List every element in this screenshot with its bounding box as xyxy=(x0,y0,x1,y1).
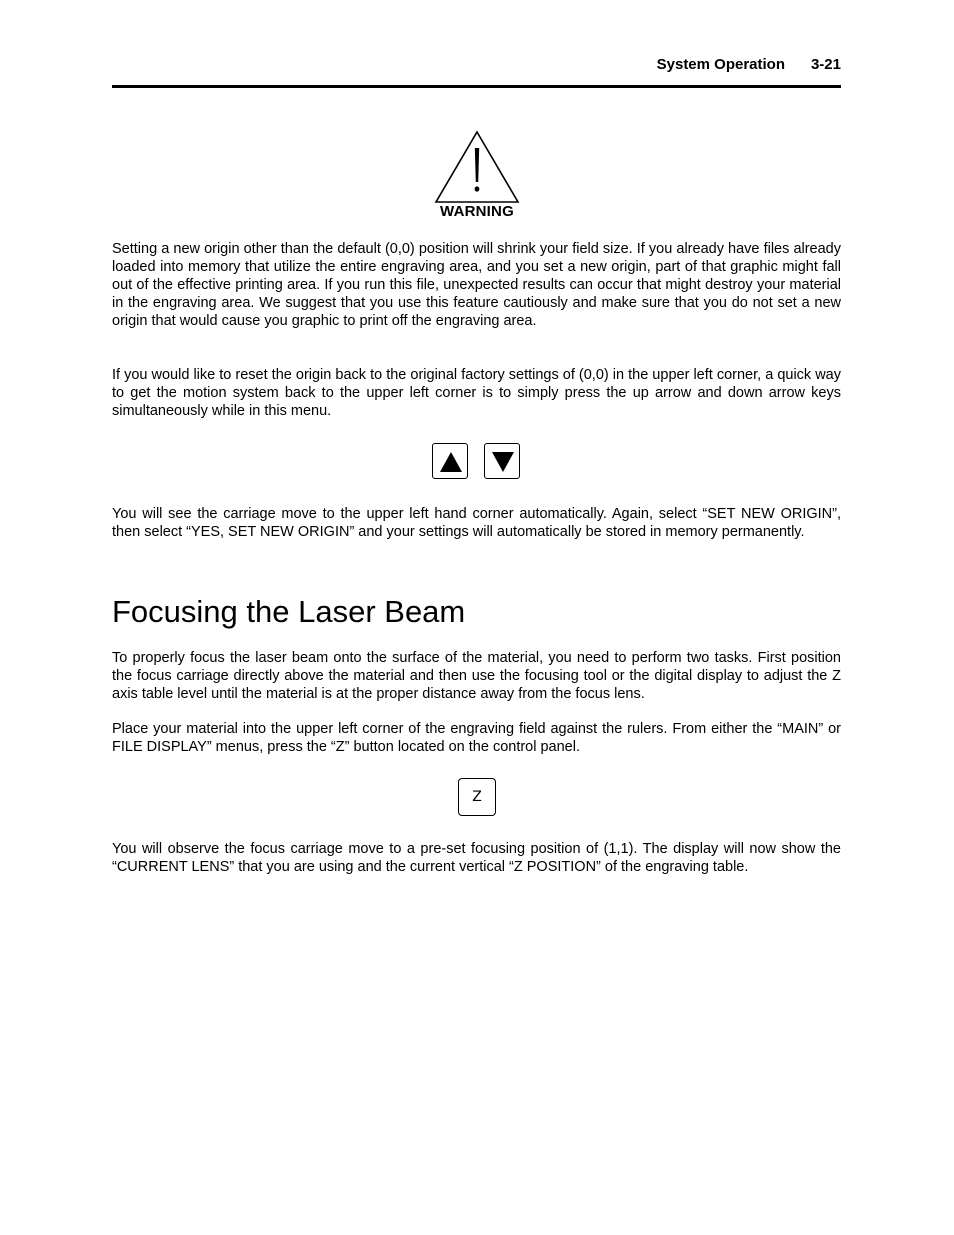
warning-label: WARNING xyxy=(440,203,514,220)
paragraph-place-material: Place your material into the upper left corner of the engraving field against the rulers. From either the “MAIN” or FILE DISPLAY” menus, press the “Z” button located on the control panel. xyxy=(112,721,841,755)
down-arrow-key-icon xyxy=(484,443,520,479)
section-heading: Focusing the Laser Beam xyxy=(112,594,466,629)
page-header xyxy=(112,56,841,76)
paragraph-focus-intro: To properly focus the laser beam onto the surface of the material, you need to perform two tasks. First position the focus carriage directly above the material and then use the focusing tool or the digital display to adjust the Z axis table level until the material is at the proper distance away from the focus lens. xyxy=(112,650,841,702)
z-key-icon: Z xyxy=(458,778,496,816)
header-section-title: System Operation xyxy=(656,56,785,73)
up-arrow-key-icon xyxy=(432,443,468,479)
warning-block xyxy=(434,130,520,222)
paragraph-reset-origin: If you would like to reset the origin back to the original factory settings of (0,0) in the upper left corner, a quick way to get the motion system back to the upper left corner is to simply press the up arrow and down arrow keys simultaneously while in this menu. xyxy=(112,367,841,419)
header-rule xyxy=(112,85,841,88)
arrow-keys-illustration xyxy=(432,443,524,483)
header-page-number: 3-21 xyxy=(810,56,841,73)
paragraph-new-origin-warning: Setting a new origin other than the default (0,0) position will shrink your field size. If you already have files already loaded into memory that utilize the entire engraving area, and you set a new origin, part of that graphic might fall out of the effective printing area. If you run this file, unexpected results can occur that might destroy your material in the engraving area. We suggest that you use this feature cautiously and make sure that you do not set a new origin that would cause you graphic to print off the engraving area. xyxy=(112,241,841,329)
warning-triangle-icon xyxy=(434,130,520,206)
paragraph-carriage-move: You will see the carriage move to the upper left hand corner automatically. Again, select “SET NEW ORIGIN”, then select “YES, SET NEW ORIGIN” and your settings will automatically be stored in memory permanently. xyxy=(112,506,841,540)
paragraph-focus-position: You will observe the focus carriage move to a pre-set focusing position of (1,1). The display will now show the “CURRENT LENS” that you are using and the current vertical “Z POSITION” of the engraving table. xyxy=(112,841,841,875)
